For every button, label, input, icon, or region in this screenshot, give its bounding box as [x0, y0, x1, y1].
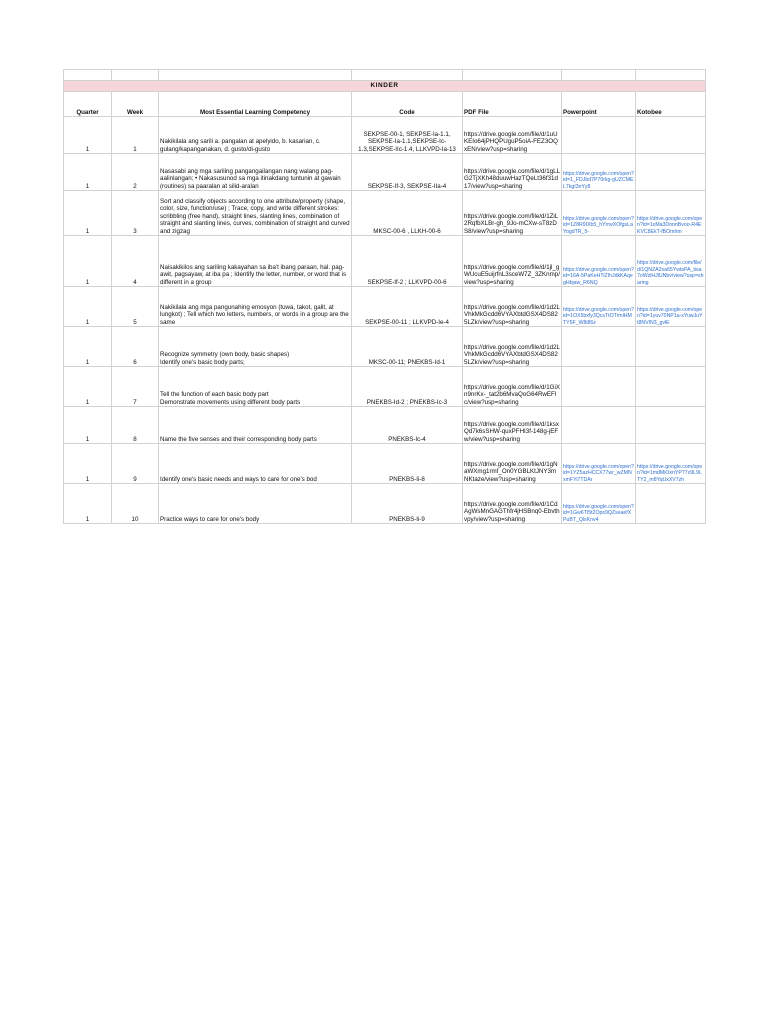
table-row	[64, 367, 706, 407]
competency-cell: Nasasabi ang mga sariling pangangailangan nang walang pag-aalinlangan; • Nakasusunod sa mga itinakdang tuntunin at gawain (routines) sa paaralan at silid-aralan	[159, 154, 352, 191]
competency-cell: Tell the function of each basic body part Demonstrate movements using different body parts	[159, 367, 352, 407]
week-cell: 9	[112, 444, 159, 484]
powerpoint-link-cell[interactable]: https://drive.google.com/open?id=16A-5PaKeHTiZIhJdkKAqegHbjaw_R6NQ	[562, 236, 636, 287]
powerpoint-link-cell	[562, 117, 636, 154]
table-row	[64, 484, 706, 524]
kinder-banner: KINDER	[64, 81, 706, 92]
week-cell: 2	[112, 154, 159, 191]
powerpoint-link-cell	[562, 327, 636, 367]
quarter-cell: 1	[64, 484, 112, 524]
table-row	[64, 236, 706, 287]
code-cell: MKSC-00-11; PNEKBS-Id-1	[352, 327, 463, 367]
kotobee-link-cell[interactable]: https://drive.google.com/open?id=1xMa3DonnBvoo-R4EKVC8EkT-fBOmhm	[636, 191, 706, 236]
competency-cell: Practice ways to care for one's body	[159, 484, 352, 524]
competency-cell: Nakikilala ang mga pangunahing emosyon (tuwa, takot, galit, at lungkot) ; Tell which two letters, numbers, or words in a group are the same	[159, 287, 352, 327]
powerpoint-link-cell	[562, 367, 636, 407]
week-cell: 7	[112, 367, 159, 407]
pdf-link-cell[interactable]: https://drive.google.com/file/d/1gNaWXmg1rmf_On0YGBLKtJNY3mNKtaze/view?usp=sharing	[463, 444, 562, 484]
quarter-cell: 1	[64, 191, 112, 236]
pdf-link-cell[interactable]: https://drive.google.com/file/d/1d2LVhkMkGcdd6VYAXbtdGSX4DS825LZk/view?usp=sharing	[463, 327, 562, 367]
table-row	[64, 154, 706, 191]
competency-cell: Naisakikilos ang sariling kakayahan sa iba't ibang paraan, hal. pag-awit, pagsayaw, at iba pa ; Identify the letter, number, or word that is different in a group	[159, 236, 352, 287]
powerpoint-link-cell[interactable]: https://drive.google.com/open?id=1Gw6TI5t2Ops9QZseaefXPuBT_QlsKnv4	[562, 484, 636, 524]
kotobee-link-cell	[636, 327, 706, 367]
header-ppt: Powerpoint	[562, 92, 636, 117]
competency-cell: Identify one's basic needs and ways to care for one's bod	[159, 444, 352, 484]
kinder-table	[63, 69, 706, 524]
header-quarter: Quarter	[64, 92, 112, 117]
quarter-cell: 1	[64, 154, 112, 191]
week-cell: 1	[112, 117, 159, 154]
code-cell: PNEKBS-Id-2 ; PNEKBS-Ic-3	[352, 367, 463, 407]
table-row	[64, 117, 706, 154]
quarter-cell: 1	[64, 444, 112, 484]
quarter-cell: 1	[64, 367, 112, 407]
pdf-link-cell[interactable]: https://drive.google.com/file/d/1uUKEIo64jPHQPUguP5oiA-FEZ3OQxEN/view?usp=sharing	[463, 117, 562, 154]
powerpoint-link-cell[interactable]: https://drive.google.com/open?id=1OX5bxfy3QcsTtOTrmlHMTY5F_W8i86z	[562, 287, 636, 327]
kotobee-link-cell	[636, 407, 706, 444]
header-pdf: PDF File	[463, 92, 562, 117]
week-cell: 4	[112, 236, 159, 287]
table-row	[64, 191, 706, 236]
code-cell: SEKPSE-00-11 ; LLKVPD-Ie-4	[352, 287, 463, 327]
powerpoint-link-cell[interactable]: https://drive.google.com/open?id=1Z8R9IXb5_hYrrwXOfgsLaYogdTR_5-	[562, 191, 636, 236]
code-cell: PNEKBS-Ii-8	[352, 444, 463, 484]
code-cell: SEKPSE-If-3, SEKPSE-IIa-4	[352, 154, 463, 191]
code-cell: MKSC-00-6 , LLKH-00-6	[352, 191, 463, 236]
table-row	[64, 407, 706, 444]
pdf-link-cell[interactable]: https://drive.google.com/file/d/1ksxQd7k6sSHW-quxPFHI3f-148g-jEFw/view?usp=sharing	[463, 407, 562, 444]
blank-row	[64, 70, 706, 81]
pdf-link-cell[interactable]: https://drive.google.com/file/d/1d2LVhkMkGcdd6VYAXbtdGSX4DS825LZk/view?usp=sharing	[463, 287, 562, 327]
code-cell: PNEKBS-Ii-9	[352, 484, 463, 524]
week-cell: 5	[112, 287, 159, 327]
week-cell: 8	[112, 407, 159, 444]
week-cell: 3	[112, 191, 159, 236]
quarter-cell: 1	[64, 327, 112, 367]
table-row	[64, 444, 706, 484]
competency-cell: Recognize symmetry (own body, basic shapes) Identify one's basic body parts;	[159, 327, 352, 367]
pdf-link-cell[interactable]: https://drive.google.com/file/d/1GiXn9nrKx-_tat2b6MvaQoG64RwEFlc/view?usp=sharing	[463, 367, 562, 407]
competency-cell: Nakikilala ang sarili a. pangalan at apelyido, b. kasarian, c. gulang/kapanganakan, d. gusto/di-gusto	[159, 117, 352, 154]
kotobee-link-cell[interactable]: https://drive.google.com/open?id=1yuv70NP1a-sYuwJuYt8NVIN3_gvlE	[636, 287, 706, 327]
kotobee-link-cell[interactable]: https://drive.google.com/file/d/1QNZA2xa65YwtsPA_tisa7oWzlHJlUNbv/view?usp=sharing	[636, 236, 706, 287]
quarter-cell: 1	[64, 117, 112, 154]
code-cell: SEKPSE-If-2 ; LLKVPD-00-6	[352, 236, 463, 287]
pdf-link-cell[interactable]: https://drive.google.com/file/d/1ZiL2RqfbXLBr-gh_9Jo-mCXw-sT8zDS8/view?usp=sharing	[463, 191, 562, 236]
table-row	[64, 287, 706, 327]
quarter-cell: 1	[64, 407, 112, 444]
code-cell: PNEKBS-Ic-4	[352, 407, 463, 444]
header-code: Code	[352, 92, 463, 117]
powerpoint-link-cell	[562, 407, 636, 444]
kotobee-link-cell[interactable]: https://drive.google.com/open?id=1mdMiOxnYP77x9L9LTY2_m8YqUxXV7zh	[636, 444, 706, 484]
pdf-link-cell[interactable]: https://drive.google.com/file/d/1gLLG2TjXKh48duuwHazTQeLt36f31d17/view?usp=sharing	[463, 154, 562, 191]
spreadsheet	[63, 69, 705, 524]
competency-cell: Sort and classify objects according to one attribute/property (shape, color, size, function/use) ; Trace, copy, and write different strokes: scribbling (free hand), straight lines, slanting lines, combination of straight and slanting lines, curves, combination of straight and curved and zigzag	[159, 191, 352, 236]
competency-cell: Name the five senses and their corresponding body parts	[159, 407, 352, 444]
week-cell: 6	[112, 327, 159, 367]
code-cell: SEKPSE-00-1, SEKPSE-Ia-1.1, SEKPSE-Ia-1.1,SEKPSE-Ic-1.3,SEKPSE-IIc-1.4, LLKVPD-Ia-13	[352, 117, 463, 154]
header-kotobee: Kotobee	[636, 92, 706, 117]
powerpoint-link-cell[interactable]: https://drive.google.com/open?id=1YZ5azHCCX77wr_wZMNxmFYi7TDAr	[562, 444, 636, 484]
pdf-link-cell[interactable]: https://drive.google.com/file/d/1CdAgWsMnGAGThfr4jHSBnq0-Ebvthvpy/view?usp=sharing	[463, 484, 562, 524]
kotobee-link-cell	[636, 154, 706, 191]
powerpoint-link-cell[interactable]: https://drive.google.com/open?id=1_FDJbd7P70rkg-gUZCMEL7kgI3nYy8	[562, 154, 636, 191]
kotobee-link-cell	[636, 117, 706, 154]
banner-row	[64, 81, 706, 92]
pdf-link-cell[interactable]: https://drive.google.com/file/d/1jl_gWUcuE5uijrfnL3sceW7Z_3ZKnmp/view?usp=sharing	[463, 236, 562, 287]
quarter-cell: 1	[64, 287, 112, 327]
week-cell: 10	[112, 484, 159, 524]
quarter-cell: 1	[64, 236, 112, 287]
table-row	[64, 327, 706, 367]
kotobee-link-cell	[636, 367, 706, 407]
header-week: Week	[112, 92, 159, 117]
kotobee-link-cell	[636, 484, 706, 524]
header-competency: Most Essential Learning Competency	[159, 92, 352, 117]
header-row	[64, 92, 706, 117]
